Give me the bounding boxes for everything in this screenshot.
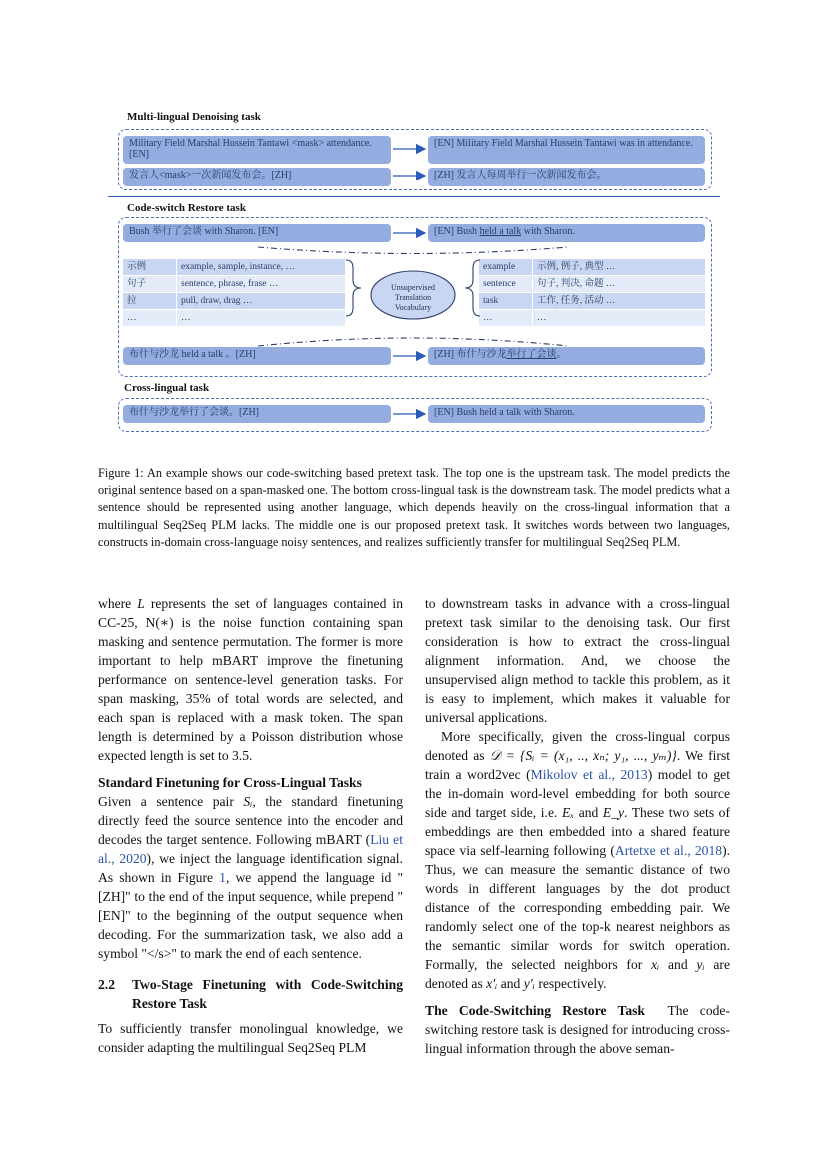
vocab-right-row: sentence 句子, 判决, 命题 …: [479, 276, 705, 292]
restore-top-source: Bush 举行了会谈 with Sharon. [EN]: [123, 224, 391, 242]
restore-bottom-target: [ZH] 布什与沙龙举行了会谈。: [428, 347, 705, 365]
restore-bottom-source: 布什与沙龙 held a talk 。[ZH]: [123, 347, 391, 365]
crosslingual-source: 布什与沙龙举行了会谈。[ZH]: [123, 405, 391, 423]
vocab-right-row: task 工作, 任务, 活动 …: [479, 293, 705, 309]
paragraph: where L represents the set of languages contained in CC-25, N(∗) is the noise function containing span masking and sentence permutation. The former is more important to help mBART improve the finetuning performance on sentence-level generation tasks. For span masking, 35% of total words are selected, and each span is replaced with a mask token. The span length is determined by a Poisson distribution whose expected length is set to 3.5.: [98, 596, 403, 763]
vocab-left-row: 示例 example, sample, instance, …: [123, 259, 345, 275]
section-heading: 2.2 Two-Stage Finetuning with Code-Switching Restore Task: [98, 977, 403, 1011]
crosslingual-arrow: [391, 407, 429, 421]
denoising-target-2: [ZH] 发言人每周举行一次新闻发布会。: [428, 168, 705, 186]
paragraph: More specifically, given the cross-lingual corpus denoted as 𝒟 = {Sᵢ = (x₁, .., xₙ; y₁, ..., yₘ)}. We first train a word2vec (Mikolov et al., 2013) model to get the in-domain word-level embedding for both source side and target side, i.e. Eₓ and E_y. These two sets of embeddings are then embedded into a shared feature space via self-learning following (Artetxe et al., 2018). Thus, we can measure the semantic distance of two words in different languages by the dot product distance of the corresponding embedding pair. We randomly select one of the top-k nearest neighbors as the semantic similar words for switch operation. Formally, the selected neighbors for xᵢ and yᵢ are denoted as x′ᵢ and y′ᵢ respectively.: [425, 729, 731, 991]
paragraph: The Code-Switching Restore Task The code-switching restore task is designed for introducing cross-lingual information through the above seman-: [425, 1003, 730, 1056]
paragraph: To sufficiently transfer monolingual knowledge, we consider adapting the multilingual Seq2Seq PLM: [98, 1021, 403, 1055]
denoising-target-1: [EN] Military Field Marshal Hussein Tantawi was in attendance.: [428, 136, 705, 164]
denoising-source-1: Military Field Marshal Hussein Tantawi <mask> attendance. [EN]: [123, 136, 391, 164]
crosslingual-section-title: Cross-lingual task: [124, 382, 210, 394]
citation-link[interactable]: Artetxe et al., 2018: [614, 843, 723, 858]
left-column: [98, 594, 403, 1057]
figure-separator: [108, 196, 720, 197]
restore-bottom-arrow: [391, 349, 429, 363]
citation-link[interactable]: Liu et al., 2020: [98, 832, 403, 866]
vocab-left-row: … …: [123, 310, 345, 326]
denoising-section-title: Multi-lingual Denoising task: [127, 111, 261, 123]
denoising-arrows: [391, 140, 429, 180]
denoising-source-2: 发言人<mask>一次新闻发布会。[ZH]: [123, 168, 391, 186]
vocab-center-label: Unsupervised Translation Vocabulary: [391, 283, 435, 312]
citation-link[interactable]: Mikolov et al., 2013: [530, 767, 648, 782]
right-column: [425, 594, 730, 1058]
restore-top-arrow: [391, 226, 429, 240]
paragraph-title: Standard Finetuning for Cross-Lingual Tasks: [98, 775, 362, 790]
figure-caption: Figure 1: An example shows our code-switching based pretext task. The top one is the upstream task. The model predicts the original sentence based on a span-masked one. The bottom cross-lingual task is the downstream task. The model predicts what a sentence should be represented using another language, which depends heavily on the cross-lingual information that a multilingual Seq2Seq PLM lacks. The middle one is our proposed pretext task. It switches words between two languages, constructs in-domain cross-language noisy sentences, and realizes sufficiently transfer for multilingual Seq2Seq PLM.: [98, 466, 730, 549]
paragraph-title: The Code-Switching Restore Task: [425, 1003, 645, 1018]
figure-link[interactable]: 1: [219, 870, 226, 885]
paragraph: Standard Finetuning for Cross-Lingual Tasks Given a sentence pair Sᵢ, the standard finetuning directly feed the source sentence into the encoder and decodes the target sentence. Following mBART (Liu et al., 2020), we inject the language identification signal. As shown in Figure 1, we append the language id "[ZH]" to the end of the input sequence, while prepend "[EN]" to the beginning of the output sequence when decoding. For the summarization task, we also add a symbol "</s>" to mark the end of each sentence.: [98, 775, 403, 961]
vocab-right-row: … …: [479, 310, 705, 326]
vocab-left-row: 句子 sentence, phrase, frase …: [123, 276, 345, 292]
vocab-right-row: example 示例, 例子, 典型 …: [479, 259, 705, 275]
vocab-left-row: 拉 pull, draw, drag …: [123, 293, 345, 309]
crosslingual-target: [EN] Bush held a talk with Sharon.: [428, 405, 705, 423]
restore-top-target: [EN] Bush held a talk with Sharon.: [428, 224, 705, 242]
restore-section-title: Code-switch Restore task: [127, 202, 246, 214]
paragraph: to downstream tasks in advance with a cross-lingual pretext task similar to the denoising task. Our first consideration is how to extract the cross-lingual alignment information. And, we choose the unsupervised align method to tackle this problem, as it is easy to implement, which makes it valuable for universal applications.: [425, 596, 730, 725]
